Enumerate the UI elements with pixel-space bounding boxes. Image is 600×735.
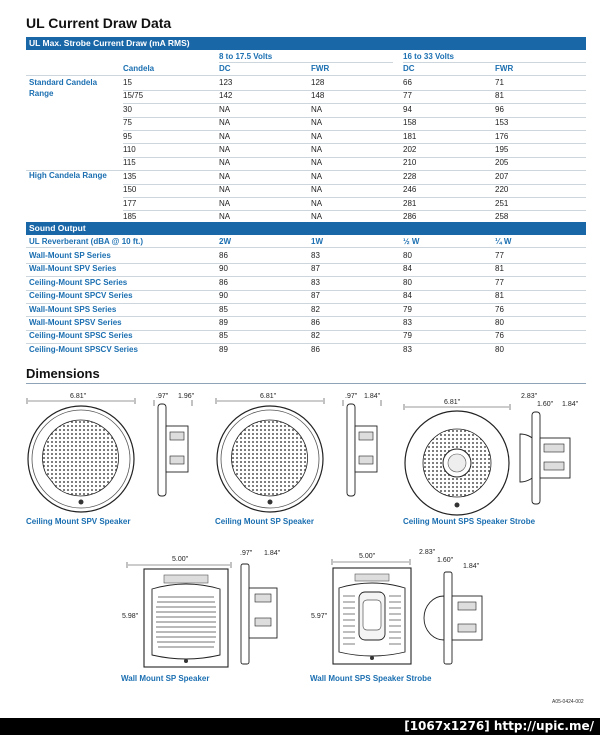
strobe-cell: NA [311,212,323,221]
row-divider [123,157,586,158]
sound-cell: 80 [495,318,504,327]
d2-side-view-drawing [341,400,387,500]
sound-cell: 86 [219,277,228,287]
d5-width-label: 5.00" [359,553,376,560]
sound-cell: 84 [403,264,412,274]
sound-series-name: Ceiling-Mount SPSC Series [29,331,133,341]
strobe-cell: 15 [123,78,132,87]
d5-side-c: 1.84" [463,563,480,570]
strobe-cell: 251 [495,198,509,208]
d4-side-view-drawing [237,558,295,670]
sound-cell: 80 [403,277,412,287]
dimensions-heading: Dimensions [26,366,100,381]
sound-cell: 81 [495,291,504,301]
sound-cell: 86 [311,318,320,327]
strobe-cell: 115 [123,158,136,168]
sound-cell: 89 [219,318,228,327]
strobe-column-header: DC [403,64,415,73]
sound-cell: 76 [495,304,504,314]
sound-cell: 90 [219,264,228,274]
strobe-cell: 94 [403,104,412,114]
strobe-cell: 258 [495,212,509,221]
watermark: [1067x1276] http://upic.me/ [404,719,594,733]
sound-series-name: Ceiling-Mount SPSCV Series [29,344,138,354]
row-divider [26,75,586,76]
row-divider [26,247,586,248]
d5-side-a: 2.83" [419,549,436,556]
voltage-group-low: 8 to 17.5 Volts [219,52,273,61]
d4-wall-speaker-drawing [142,567,230,669]
sound-cell: 83 [311,277,320,287]
strobe-cell: NA [311,158,323,168]
strobe-cell: 77 [403,91,412,101]
d5-caption: Wall Mount SPS Speaker Strobe [310,674,432,683]
strobe-cell: 153 [495,118,509,128]
sound-cell: 82 [311,304,320,314]
sound-cell: 83 [311,251,320,260]
row-divider [123,210,586,211]
strobe-column-header: Candela [123,64,155,73]
strobe-cell: 71 [495,78,504,87]
row-divider [123,197,586,198]
section-divider [26,383,586,384]
d4-side-a: .97" [240,550,253,557]
sound-cell: 84 [403,291,412,301]
sound-series-name: Wall-Mount SPS Series [29,304,117,314]
sound-table-band: Sound Output [26,222,586,235]
strobe-cell: 210 [403,158,417,168]
strobe-cell: NA [311,198,323,208]
d5-side-view-drawing [412,568,496,668]
d3-side-a: 2.83" [521,393,538,400]
sound-column-header: 2W [219,237,231,246]
d3-side-view-drawing [518,408,590,508]
sound-cell: 86 [311,344,320,354]
d4-side-b: 1.84" [264,550,281,557]
sound-cell: 89 [219,344,228,354]
strobe-cell: NA [219,104,231,114]
strobe-cell: 150 [123,185,137,195]
strobe-cell: 176 [495,131,509,141]
sound-cell: 80 [495,344,504,354]
strobe-cell: 228 [403,171,417,181]
group-high-candela: High Candela Range [29,171,107,180]
voltage-underline [219,62,393,63]
strobe-cell: 142 [219,91,233,101]
voltage-group-high: 16 to 33 Volts [403,52,454,61]
sound-cell: 80 [403,251,412,260]
strobe-cell: 66 [403,78,412,87]
strobe-cell: NA [311,185,323,195]
d1-width-label: 6.81" [70,393,87,400]
strobe-cell: 220 [495,185,509,195]
d1-side-b: 1.96" [178,393,195,400]
strobe-cell: 128 [311,78,325,87]
row-divider [123,103,586,104]
d5-side-b: 1.60" [437,557,454,564]
sound-cell: 81 [495,264,504,274]
sound-cell: 86 [219,251,228,260]
d2-side-a: .97" [345,393,358,400]
d3-side-c: 1.84" [562,401,579,408]
d5-height-label: 5.97" [311,613,328,620]
sound-cell: 87 [311,264,320,274]
strobe-cell: 281 [403,198,417,208]
strobe-cell: 207 [495,171,509,181]
strobe-cell: 110 [123,145,136,154]
strobe-cell: NA [311,104,323,114]
d1-side-a: .97" [156,393,169,400]
strobe-cell: NA [219,171,231,181]
strobe-cell: NA [311,145,323,154]
row-divider [123,117,586,118]
strobe-cell: 123 [219,78,233,87]
sound-column-header: 1W [311,237,323,246]
strobe-cell: NA [219,118,231,128]
row-divider [123,90,586,91]
row-divider [123,143,586,144]
strobe-cell: NA [219,198,231,208]
row-divider [123,130,586,131]
strobe-cell: 148 [311,91,325,101]
sound-cell: 83 [403,344,412,354]
strobe-table-band: UL Max. Strobe Current Draw (mA RMS) [26,37,586,50]
sound-cell: 90 [219,291,228,301]
strobe-cell: 195 [495,145,509,154]
sound-series-name: Ceiling-Mount SPCV Series [29,291,133,301]
sound-cell: 77 [495,277,504,287]
strobe-column-header: FWR [495,64,514,73]
d5-width-dimline [331,559,411,565]
sound-cell: 85 [219,304,228,314]
strobe-cell: 135 [123,171,137,181]
strobe-cell: NA [219,185,231,195]
strobe-cell: 246 [403,185,417,195]
d3-speaker-strobe-drawing [403,409,511,517]
sound-column-header: ½ W [403,237,420,246]
strobe-cell: 202 [403,145,417,154]
strobe-cell: 177 [123,198,137,208]
strobe-cell: NA [311,171,323,181]
group-standard-candela: Standard Candela Range [29,78,98,98]
strobe-cell: 181 [403,131,417,141]
strobe-cell: 286 [403,212,417,221]
strobe-cell: 158 [403,118,417,128]
sound-cell: 77 [495,251,504,260]
strobe-cell: NA [219,212,231,221]
sound-cell: 82 [311,331,320,341]
strobe-cell: NA [219,145,231,154]
strobe-cell: NA [311,131,323,141]
strobe-cell: 95 [123,131,132,141]
strobe-column-header: DC [219,64,231,73]
sound-cell: 83 [403,318,412,327]
document-code: A05-0424-002 [552,699,584,705]
sound-cell: 79 [403,331,412,341]
strobe-cell: NA [219,131,231,141]
d3-side-b: 1.60" [537,401,554,408]
row-divider [123,184,586,185]
d3-width-label: 6.81" [444,399,461,406]
sound-metric-label: UL Reverberant (dBA @ 10 ft.) [29,237,144,246]
d5-wall-speaker-strobe-drawing [331,566,413,666]
sound-cell: 76 [495,331,504,341]
sound-cell: 79 [403,304,412,314]
strobe-cell: NA [311,118,323,128]
d2-side-b: 1.84" [364,393,381,400]
d4-caption: Wall Mount SP Speaker [121,674,210,683]
sound-series-name: Wall-Mount SP Series [29,251,111,260]
strobe-column-header: FWR [311,64,330,73]
d2-ceiling-speaker-drawing [215,404,325,514]
strobe-cell: 81 [495,91,504,101]
strobe-cell: 185 [123,212,137,221]
sound-column-header: ¼ W [495,237,512,246]
d4-width-label: 5.00" [172,556,189,563]
sound-cell: 87 [311,291,320,301]
d1-side-view-drawing [152,400,198,500]
strobe-cell: 30 [123,104,132,114]
strobe-cell: 205 [495,158,509,168]
strobe-cell: 96 [495,104,504,114]
d1-caption: Ceiling Mount SPV Speaker [26,517,131,526]
d3-caption: Ceiling Mount SPS Speaker Strobe [403,517,536,526]
page-title: UL Current Draw Data [26,15,172,31]
d2-caption: Ceiling Mount SP Speaker [215,517,314,526]
sound-series-name: Ceiling-Mount SPC Series [29,277,128,287]
strobe-cell: NA [219,158,231,168]
voltage-underline [403,62,586,63]
sound-cell: 85 [219,331,228,341]
strobe-cell: 75 [123,118,132,128]
d1-ceiling-speaker-drawing [26,404,136,514]
sound-series-name: Wall-Mount SPV Series [29,264,117,274]
d4-height-label: 5.98" [122,613,139,620]
image-footer [0,718,600,735]
d2-width-label: 6.81" [260,393,277,400]
strobe-cell: 15/75 [123,91,144,101]
sound-series-name: Wall-Mount SPSV Series [29,318,122,327]
